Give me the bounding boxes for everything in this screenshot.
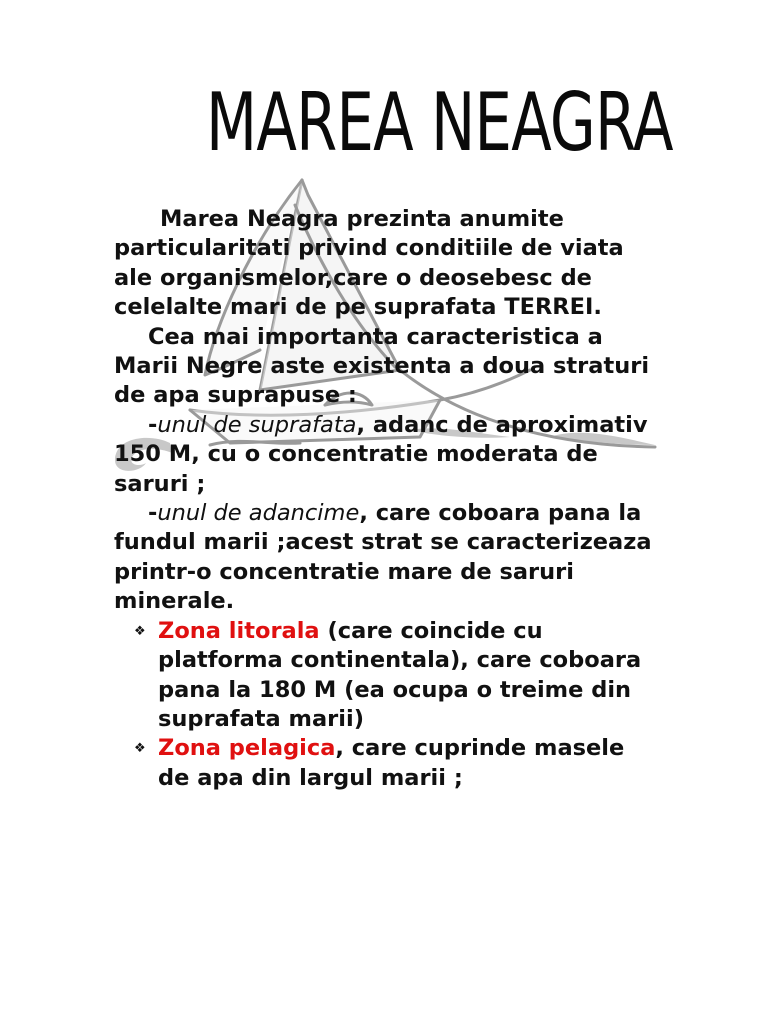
document-body (114, 205, 654, 793)
surface-layer-dash: - (148, 411, 158, 438)
diamond-bullet-icon: ❖ (134, 623, 146, 639)
characteristic-paragraph: Cea mai importanta caracteristica a Marii Negre aste existenta a doua straturi de apa suprapuse : (114, 323, 650, 409)
intro-paragraph: Marea Neagra prezinta anumite particularitati privind conditiile de viata ale organismelor,care o deosebesc de celelalte mari de pe suprafata TERREI. (114, 206, 624, 321)
surface-layer-text: , adanc de aproximativ 150 M, cu o concentratie moderata de saruri ; (114, 411, 648, 497)
zones-list (114, 617, 654, 793)
page-title: MAREA NEAGRA (206, 76, 673, 169)
zone-name: Zona pelagica (158, 735, 336, 762)
diamond-bullet-icon: ❖ (134, 741, 146, 757)
zone-description: (care coincide cu platforma continentala), care coboara pana la 180 M (ea ocupa o treime din suprafata marii) (158, 617, 642, 732)
zone-name: Zona litorala (158, 617, 320, 644)
deep-layer-text: , care coboara pana la fundul marii ;acest strat se caracterizeaza printr-o concentratie mare de saruri minerale. (114, 500, 652, 615)
surface-layer-line (114, 411, 654, 499)
deep-layer-line (114, 499, 654, 617)
surface-layer-name: unul de suprafata (157, 411, 357, 438)
deep-layer-name: unul de adancime (157, 500, 360, 527)
list-item (134, 734, 654, 793)
deep-layer-dash: - (148, 500, 158, 527)
zone-description: , care cuprinde masele de apa din largul marii ; (158, 735, 625, 791)
list-item (134, 617, 654, 735)
